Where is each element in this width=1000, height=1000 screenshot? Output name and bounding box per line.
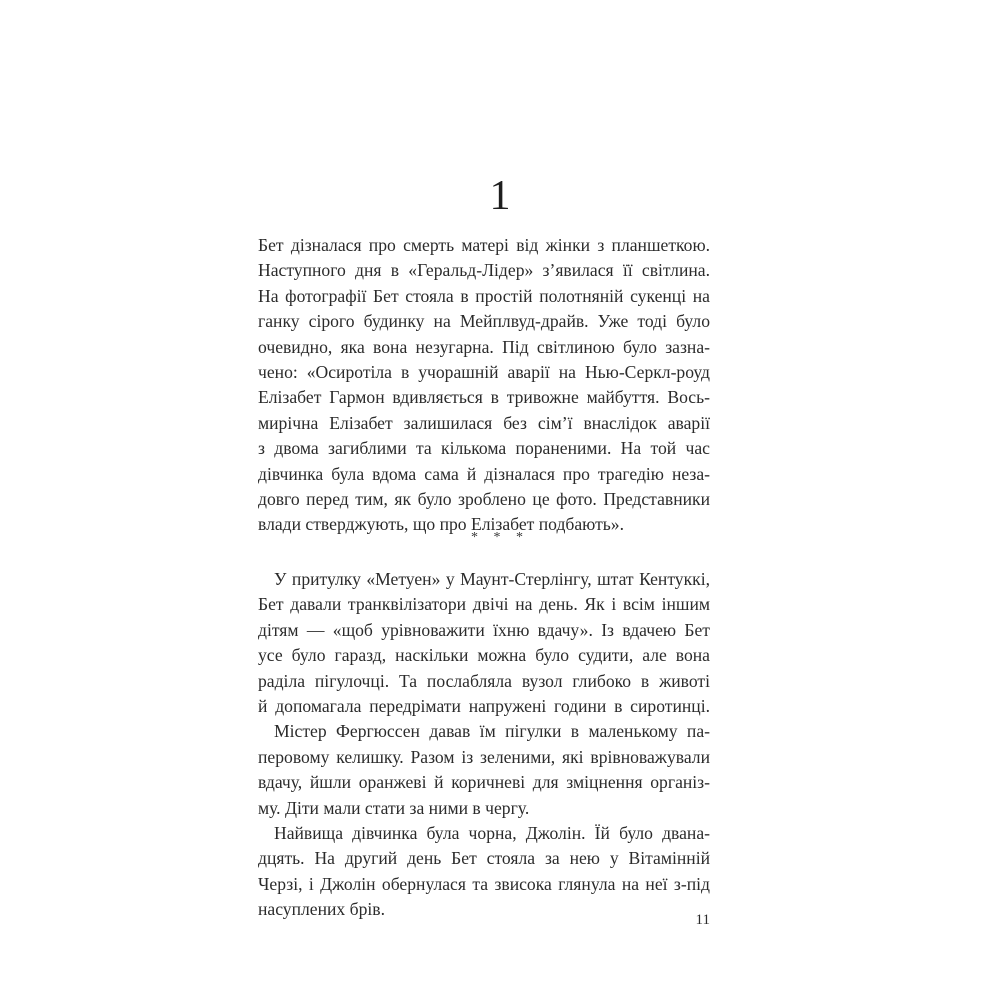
page-number: 11 bbox=[695, 912, 710, 928]
text-line: перовому келишку. Разом із зеленими, які врівноважували bbox=[258, 746, 710, 767]
text-line: влади стверджують, що про Елізабет подбають». bbox=[258, 514, 625, 535]
text-line: дівчинка була вдома сама й дізналася про трагедію неза- bbox=[258, 463, 710, 484]
text-line: дітям — «щоб урівноважити їхню вдачу». Із вдачею Бет bbox=[258, 619, 710, 640]
text-line: му. Діти мали стати за ними в чергу. bbox=[258, 797, 530, 818]
text-line: На фотографії Бет стояла в простій полотняній сукенці на bbox=[258, 285, 710, 306]
text-line: дцять. На другий день Бет стояла за нею у Вітамінній bbox=[258, 848, 710, 869]
text-line: вдачу, йшли оранжеві й коричневі для зміцнення організ- bbox=[258, 772, 710, 793]
text-line: ганку сірого будинку на Мейплвуд-драйв. Уже тоді було bbox=[258, 311, 710, 332]
section-2-text bbox=[258, 567, 710, 923]
text-line: довго перед тим, як було зроблено це фото. Представники bbox=[258, 489, 710, 510]
text-line: чено: «Осиротіла в учорашній аварії на Нью-Серкл-роуд bbox=[258, 362, 710, 383]
text-line: Бет давали транквілізатори двічі на день. Як і всім іншим bbox=[258, 594, 710, 615]
text-line: Містер Фергюссен давав їм пігулки в маленькому па- bbox=[274, 721, 710, 742]
text-line: Найвища дівчинка була чорна, Джолін. Їй було двана- bbox=[274, 823, 710, 844]
text-line: Бет дізналася про смерть матері від жінки з планшеткою. bbox=[258, 235, 710, 255]
section-1-text bbox=[258, 233, 710, 538]
text-line: Наступного дня в «Геральд-Лідер» з’явилася її світлина. bbox=[258, 260, 710, 281]
text-line: Елізабет Гармон вдивляється в тривожне майбуття. Вось- bbox=[258, 387, 710, 408]
text-line: насуплених брів. bbox=[258, 899, 385, 920]
text-line: з двома загиблими та кількома пораненими. На той час bbox=[258, 438, 710, 459]
section-separator: * * * bbox=[471, 530, 529, 545]
chapter-number: 1 bbox=[489, 173, 511, 219]
text-line: раділа пігулочці. Та послабляла вузол глибоко в животі bbox=[258, 670, 710, 691]
text-line: Черзі, і Джолін обернулася та звисока глянула на неї з-під bbox=[258, 873, 710, 894]
text-line: усе було гаразд, наскільки можна було судити, але вона bbox=[258, 645, 710, 666]
text-line: й допомагала передрімати напружені години в сиротинці. bbox=[258, 696, 710, 717]
text-line: очевидно, яка вона незугарна. Під світлиною було зазна- bbox=[258, 336, 710, 357]
text-line: У притулку «Метуен» у Маунт-Стерлінгу, штат Кентуккі, bbox=[274, 569, 710, 589]
text-line: мирічна Елізабет залишилася без сім’ї внаслідок аварії bbox=[258, 412, 710, 433]
